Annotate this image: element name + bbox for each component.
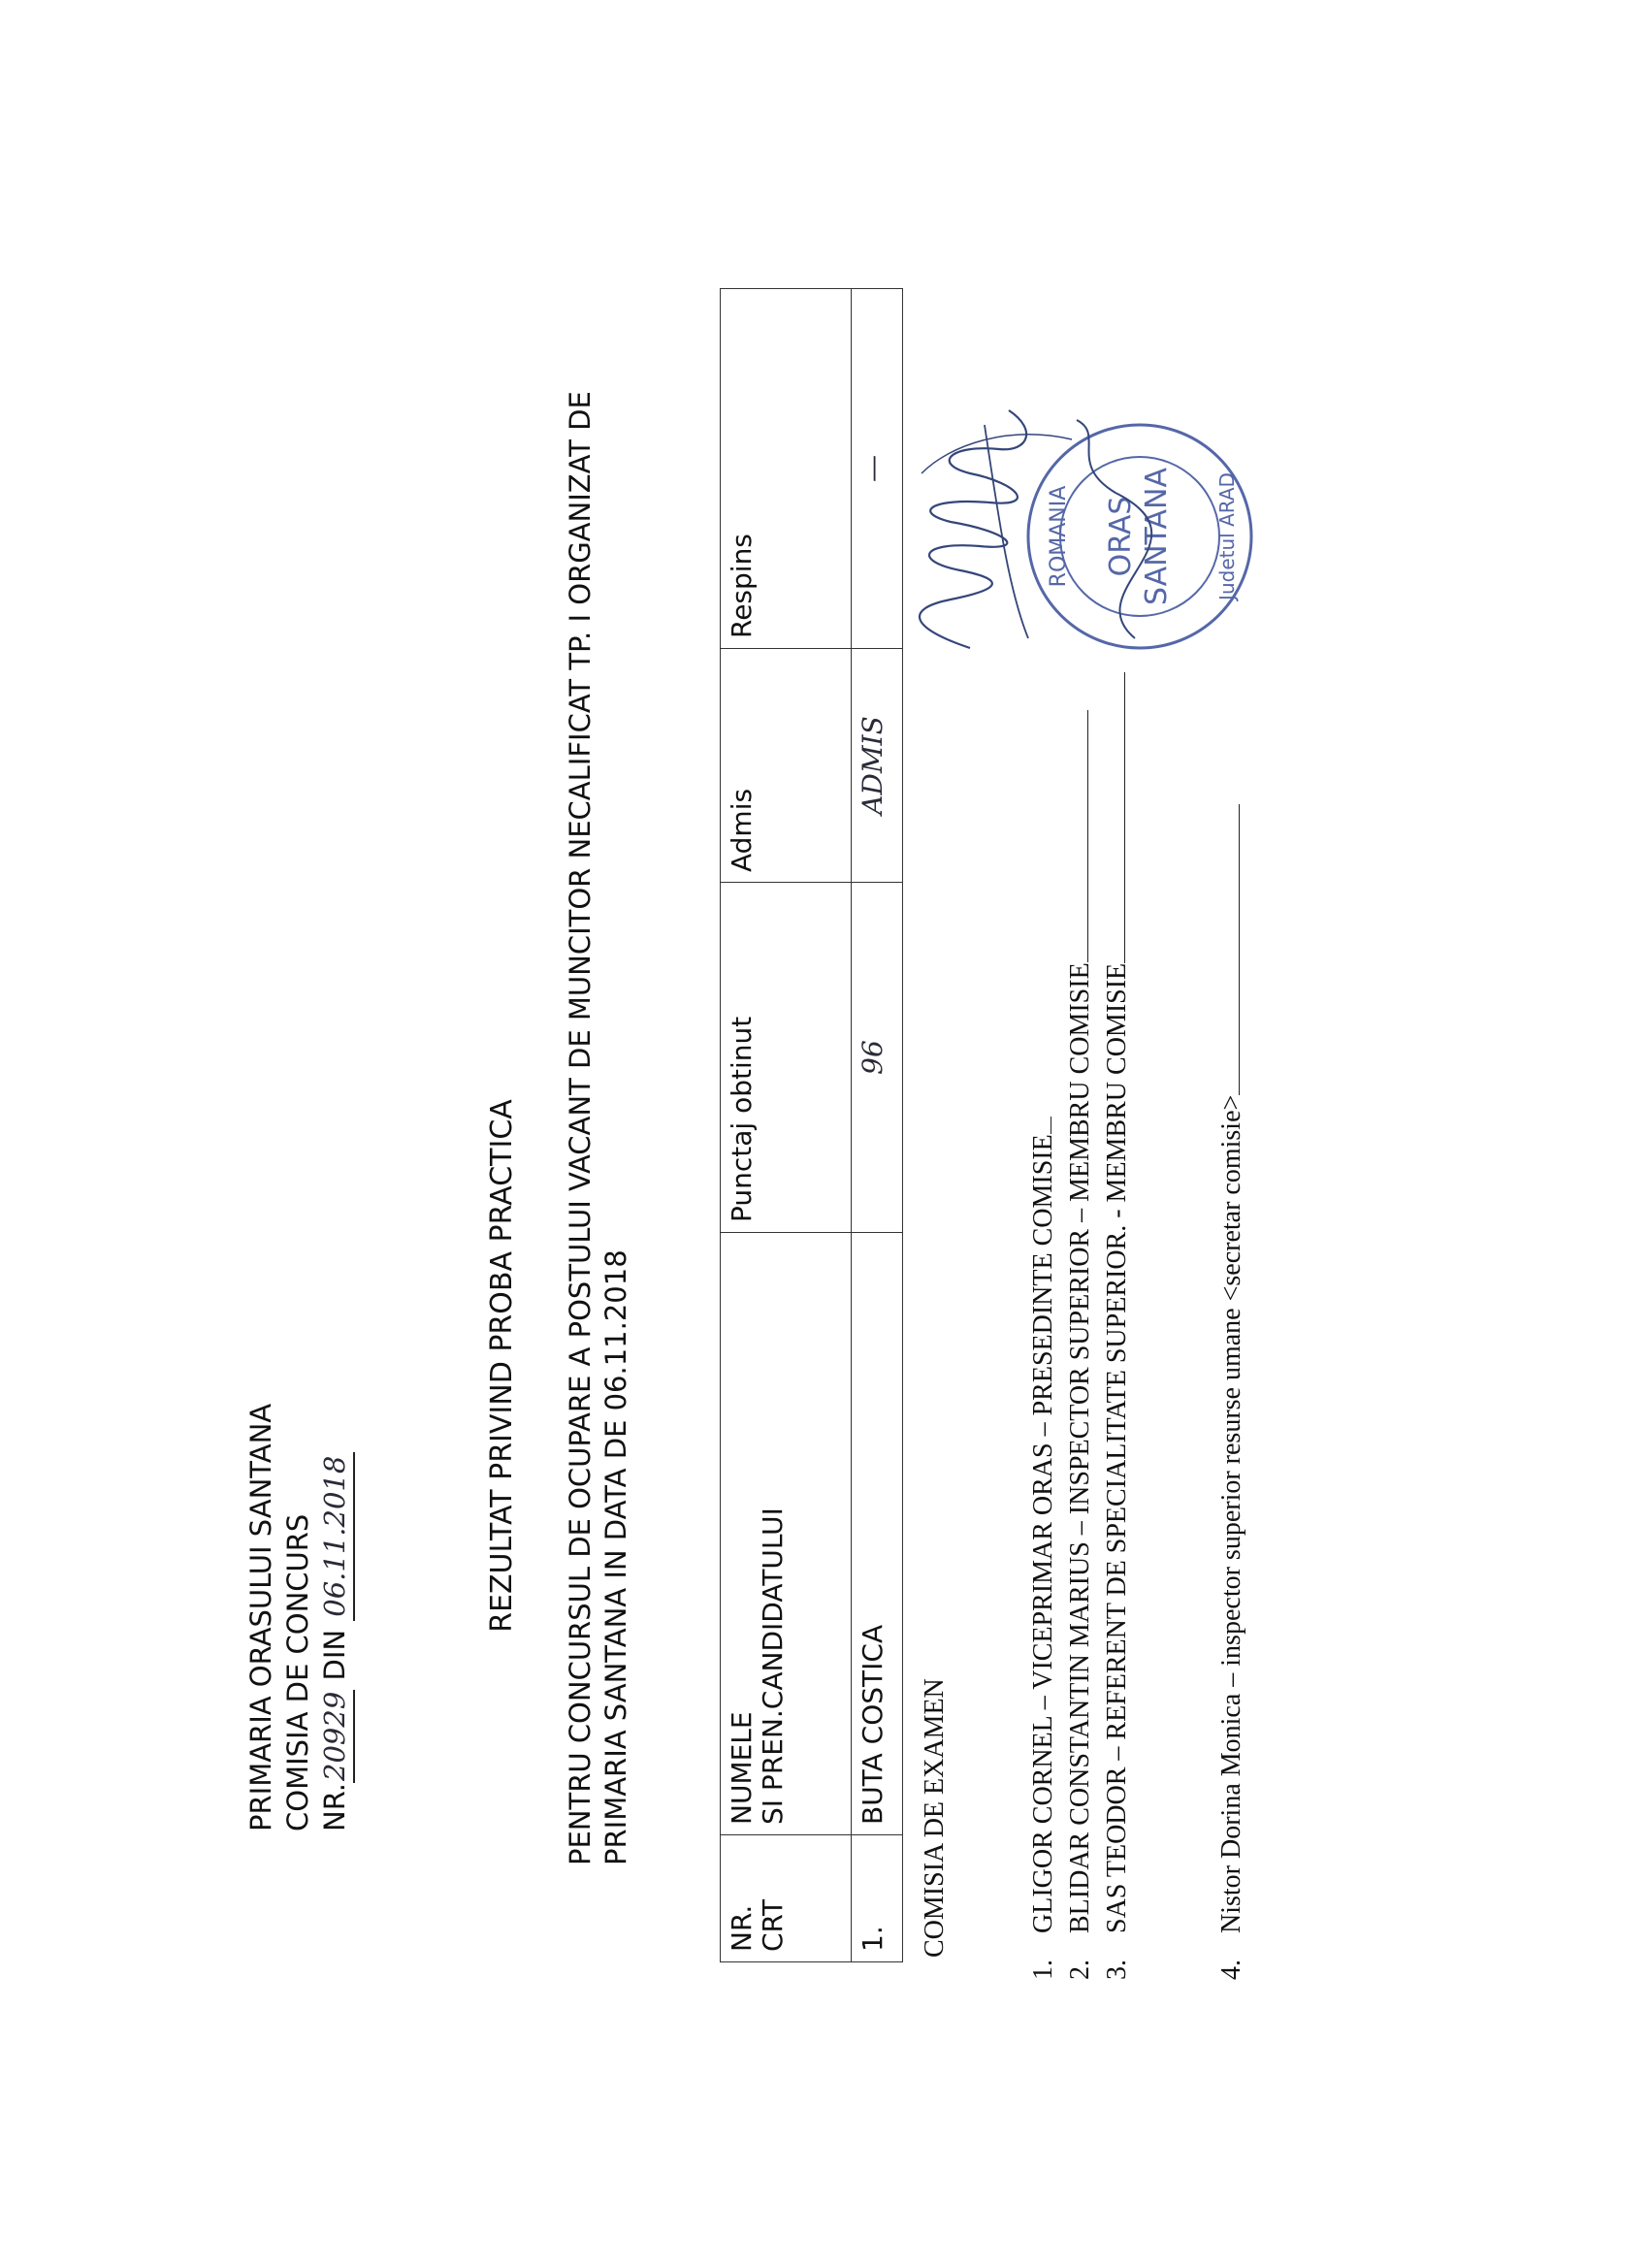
commission-name: COMISIA DE CONCURS	[281, 1513, 314, 1831]
registration-number-label: NR.	[318, 1782, 351, 1831]
stamp-text-bottom: Judetul ARAD	[1215, 472, 1239, 600]
cell-score: 96	[852, 883, 903, 1233]
stamp-text-middle-1: ORAS	[1104, 496, 1138, 577]
cell-nr: 1.	[852, 1835, 903, 1962]
column-header-nr: NR. CRT	[721, 1835, 852, 1962]
member-entry: GLIGOR CORNEL – VICEPRIMAR ORAS – PRESEDINTE COMISIE	[1028, 1134, 1058, 1933]
document-header	[242, 1404, 355, 1831]
document-subtitle	[563, 22, 634, 1865]
list-item	[1213, 672, 1250, 1980]
list-item	[1062, 672, 1099, 1980]
member-entry: Nistor Dorina Monica – inspector superior resurse umane <secretar comisie>	[1216, 1094, 1246, 1933]
member-number: 3.	[1102, 1960, 1132, 1980]
commission-title: COMISIA DE EXAMEN	[920, 1678, 950, 1958]
subtitle-line-1: PENTRU CONCURSUL DE OCUPARE A POSTULUI VACANT DE MUNCITOR NECALIFICAT TP. I ORGANIZAT DE	[564, 391, 597, 1865]
subtitle-line-2: PRIMARIA SANTANA IN DATA DE 06.11.2018	[599, 1249, 632, 1865]
signature-line	[1124, 672, 1125, 963]
results-table	[720, 288, 903, 1962]
stamp-text-top: ROMANIA	[1047, 485, 1071, 588]
document-title: REZULTAT PRIVIND PROBA PRACTICA	[485, 1099, 519, 1633]
signature-line	[1087, 710, 1088, 962]
member-number: 1.	[1028, 1960, 1058, 1980]
institution-name: PRIMARIA ORASULUI SANTANA	[244, 1403, 277, 1831]
member-entry: SAS TEODOR – REFERENT DE SPECIALITATE SUPERIOR. - MEMBRU COMISIE	[1102, 962, 1132, 1933]
official-stamp	[1018, 415, 1261, 658]
registration-date: 06.11.2018	[316, 1452, 355, 1621]
member-number: 4.	[1216, 1960, 1246, 1980]
commission-members-list	[1025, 672, 1250, 1980]
column-header-name: NUMELE SI PREN.CANDIDATULUI	[721, 1233, 852, 1835]
list-item	[1025, 672, 1062, 1980]
column-header-respins: Respins	[721, 289, 852, 649]
registration-number: 20929	[316, 1690, 355, 1783]
member-entry: BLIDAR CONSTANTIN MARIUS – INSPECTOR SUPERIOR – MEMBRU COMISIE	[1065, 962, 1095, 1933]
column-header-score: Punctaj obtinut	[721, 883, 852, 1233]
registration-line	[316, 1404, 355, 1831]
column-header-admis: Admis	[721, 649, 852, 883]
registration-date-label: DIN	[318, 1629, 351, 1681]
signature-line	[1239, 804, 1240, 1095]
cell-admis: ADMIS	[852, 649, 903, 883]
cell-candidate-name: BUTA COSTICA	[852, 1233, 903, 1835]
stamp-text-middle-2: SANTANA	[1140, 467, 1174, 606]
results-header-row	[721, 289, 852, 1962]
list-item	[1099, 672, 1136, 1980]
cell-respins: —	[852, 289, 903, 649]
member-number: 2.	[1065, 1960, 1095, 1980]
